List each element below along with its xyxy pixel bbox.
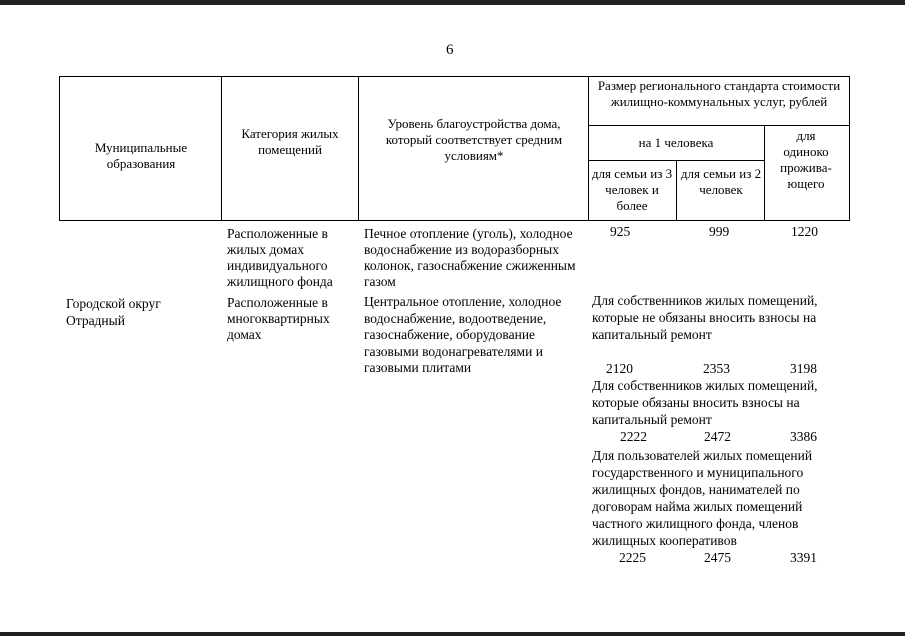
header-comfort-level: Уровень благоустройства дома, который соответствует средним условиям* — [385, 116, 563, 163]
row2-comfort: Центральное отопление, холодное водоснабжение, водоотведение, газоснабжение, оборудование газовыми водонагревателями и газовыми плитами — [364, 294, 562, 375]
col-border-2 — [358, 76, 359, 221]
col-border-5 — [764, 125, 765, 221]
page-number: 6 — [446, 42, 454, 58]
municipality-name: Городской округ Отрадный — [66, 296, 161, 328]
row1-value-family-2: 999 — [709, 224, 730, 239]
col-border-4 — [676, 160, 677, 221]
col-border-0 — [59, 76, 60, 221]
row1-category: Расположенные в жилых домах индивидуального жилищного фонда — [227, 226, 333, 289]
row1-value-single: 1220 — [791, 224, 818, 239]
row2-category: Расположенные в многоквартирных домах — [227, 295, 330, 342]
header-standard-size: Размер регионального стандарта стоимости жилищно-коммунальных услуг, рублей — [597, 78, 841, 109]
header-single: для одиноко прожива-ющего — [780, 128, 832, 191]
row2-group2-value-single: 3386 — [790, 429, 817, 444]
row2-group3-value-family-3plus: 2225 — [619, 550, 646, 565]
row1-comfort: Печное отопление (уголь), холодное водоснабжение из водоразборных колонок, газоснабжение сжиженным газом — [364, 226, 576, 289]
row2-group3-value-family-2: 2475 — [704, 550, 731, 565]
row2-group2-value-family-3plus: 2222 — [620, 429, 647, 444]
row1-value-family-3plus: 925 — [610, 224, 631, 239]
header-family-2: для семьи из 2 человек — [680, 166, 762, 197]
header-category: Категория жилых помещений — [241, 126, 339, 157]
row2-group2-value-family-2: 2472 — [704, 429, 731, 444]
row2-group3-note: Для пользователей жилых помещений государственного и муниципального жилищных фондов, нанимателей по договорам найма жилых помещений частного жилищного фонда, членов жилищных кооперативов — [592, 448, 813, 548]
col-border-1 — [221, 76, 222, 221]
col-border-6 — [849, 76, 850, 221]
header-family-3plus: для семьи из 3 человек и более — [591, 166, 673, 213]
header-per-person: на 1 человека — [638, 135, 714, 150]
row2-group1-value-single: 3198 — [790, 361, 817, 376]
row2-group2-note: Для собственников жилых помещений, которые обязаны вносить взносы на капитальный ремонт — [592, 378, 818, 427]
col-border-3 — [588, 76, 589, 221]
row2-group3-value-single: 3391 — [790, 550, 817, 565]
row2-group1-value-family-2: 2353 — [703, 361, 730, 376]
header-bottom-border — [59, 220, 849, 221]
page-top-border — [0, 0, 905, 5]
header-line-1 — [588, 125, 849, 126]
header-municipality: Муниципальные образования — [94, 140, 188, 171]
page-bottom-border — [0, 632, 905, 636]
row2-group1-note: Для собственников жилых помещений, которые не обязаны вносить взносы на капитальный ремонт — [592, 293, 818, 342]
row2-group1-value-family-3plus: 2120 — [606, 361, 633, 376]
table-top-border — [59, 76, 849, 77]
